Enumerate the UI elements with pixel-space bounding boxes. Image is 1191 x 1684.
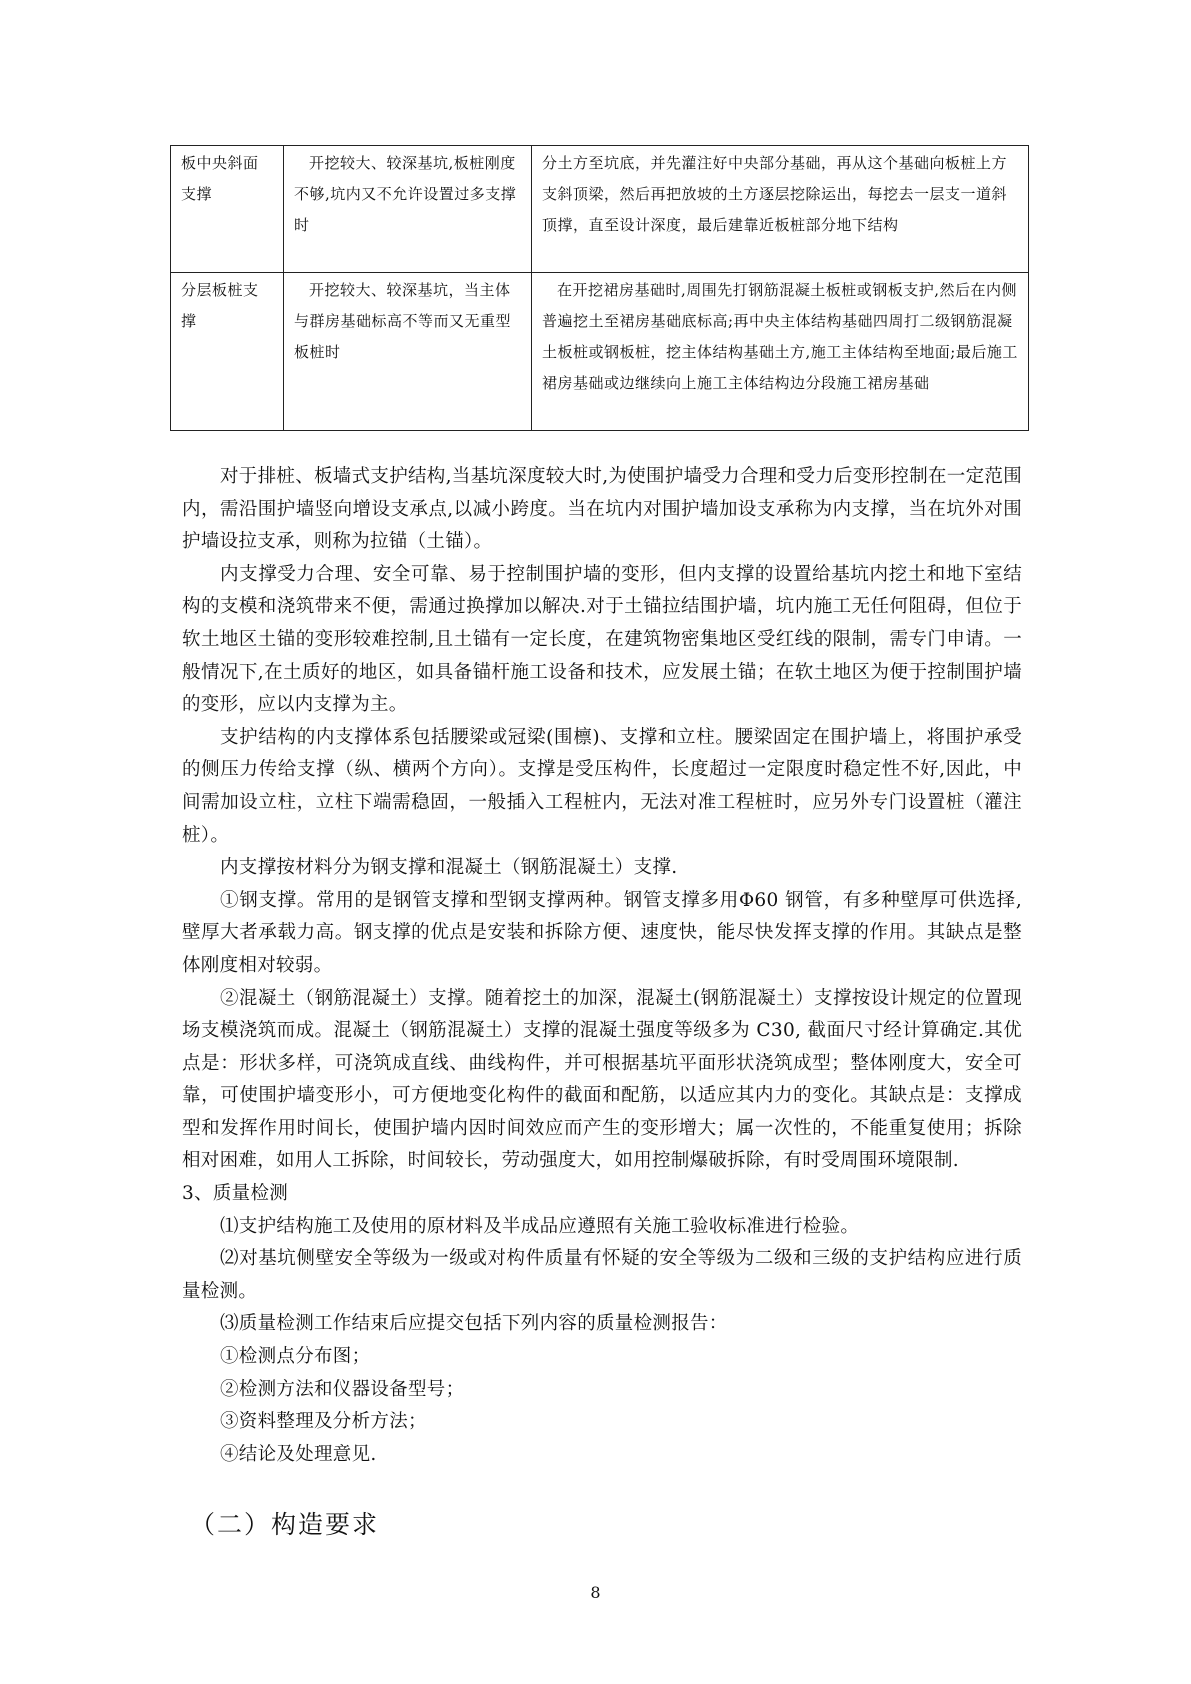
paragraph-material-types: 内支撑按材料分为钢支撑和混凝土（钢筋混凝土）支撑. <box>220 857 678 879</box>
method-cell: 分层板桩支撑 <box>171 273 284 431</box>
condition-cell: 开挖较大、较深基坑，当主体与群房基础标高不等而又无重型板桩时 <box>284 273 532 431</box>
quality-item-3: ⑶质量检测工作结束后应提交包括下列内容的质量检测报告： <box>220 1313 728 1335</box>
paragraph-support-points: 对于排桩、板墙式支护结构,当基坑深度较大时,为使围护墙受力合理和受力后变形控制在一定范围内，需沿围护墙竖向增设支承点,以减小跨度。当在坑内对围护墙加设支承称为内支撑，当在坑外对围护墙设拉支承，则称为拉锚（土锚）。 <box>182 466 1022 553</box>
paragraph-inner-support: 内支撑受力合理、安全可靠、易于控制围护墙的变形，但内支撑的设置给基坑内挖土和地下室结构的支模和浇筑带来不便，需通过换撑加以解决.对于土锚拉结围护墙，坑内施工无任何阻碍，但位于软土地区土锚的变形较难控制,且土锚有一定长度，在建筑物密集地区受红线的限制，需专门申请。一般情况下,在土质好的地区，如具备锚杆施工设备和技术，应发展土锚；在软土地区为便于控制围护墙的变形，应以内支撑为主。 <box>182 563 1022 716</box>
table-row <box>171 146 1029 273</box>
method-cell: 板中央斜面支撑 <box>171 146 284 273</box>
page-number: 8 <box>590 1583 601 1602</box>
section-heading-construction: （二）构造要求 <box>190 1510 380 1539</box>
report-item: ④结论及处理意见. <box>220 1443 377 1465</box>
table-row <box>171 273 1029 431</box>
report-item: ②检测方法和仪器设备型号； <box>220 1378 465 1400</box>
support-methods-table <box>170 145 1029 431</box>
report-item: ①检测点分布图； <box>220 1346 371 1368</box>
body-text <box>182 461 1022 1471</box>
quality-item-2: ⑵对基坑侧壁安全等级为一级或对构件质量有怀疑的安全等级为二级和三级的支护结构应进行质量检测。 <box>182 1248 1022 1302</box>
section-heading-quality: 3、质量检测 <box>182 1183 289 1205</box>
paragraph-steel-support: ①钢支撑。常用的是钢管支撑和型钢支撑两种。钢管支撑多用Φ60 钢管，有多种壁厚可供选择,壁厚大者承载力高。钢支撑的优点是安装和拆除方便、速度快，能尽快发挥支撑的作用。其缺点是整体刚度相对较弱。 <box>182 889 1022 976</box>
paragraph-support-system: 支护结构的内支撑体系包括腰梁或冠梁(围檩)、支撑和立柱。腰梁固定在围护墙上，将围护承受的侧压力传给支撑（纵、横两个方向）。支撑是受压构件，长度超过一定限度时稳定性不好,因此，中间需加设立柱，立柱下端需稳固，一般插入工程桩内，无法对准工程桩时，应另外专门设置桩（灌注桩）。 <box>182 726 1022 846</box>
detail-cell: 在开挖裙房基础时,周围先打钢筋混凝土板桩或钢板支护,然后在内侧普遍挖土至裙房基础底标高;再中央主体结构基础四周打二级钢筋混凝土板桩或钢板桩，挖主体结构基础土方,施工主体结构至地面;最后施工裙房基础或边继续向上施工主体结构边分段施工裙房基础 <box>532 273 1029 431</box>
condition-cell: 开挖较大、较深基坑,板桩刚度不够,坑内又不允许设置过多支撑时 <box>284 146 532 273</box>
detail-cell: 分土方至坑底，并先灌注好中央部分基础，再从这个基础向板桩上方支斜顶梁，然后再把放坡的土方逐层挖除运出，每挖去一层支一道斜顶撑，直至设计深度，最后建靠近板桩部分地下结构 <box>532 146 1029 273</box>
report-item: ③资料整理及分析方法； <box>220 1411 427 1433</box>
quality-item-1: ⑴支护结构施工及使用的原材料及半成品应遵照有关施工验收标准进行检验。 <box>220 1215 860 1237</box>
paragraph-concrete-support: ②混凝土（钢筋混凝土）支撑。随着挖土的加深，混凝土(钢筋混凝土）支撑按设计规定的位置现场支模浇筑而成。混凝土（钢筋混凝土）支撑的混凝土强度等级多为 C30, 截面尺寸经计算确定.其优点是：形状多样，可浇筑成直线、曲线构件，并可根据基坑平面形状浇筑成型；整体刚度大，安全可靠，可使围护墙变形小，可方便地变化构件的截面和配筋，以适应其内力的变化。其缺点是：支撑成型和发挥作用时间长，使围护墙内因时间效应而产生的变形增大；属一次性的，不能重复使用；拆除相对困难，如用人工拆除，时间较长，劳动强度大，如用控制爆破拆除，有时受周围环境限制. <box>182 987 1022 1172</box>
